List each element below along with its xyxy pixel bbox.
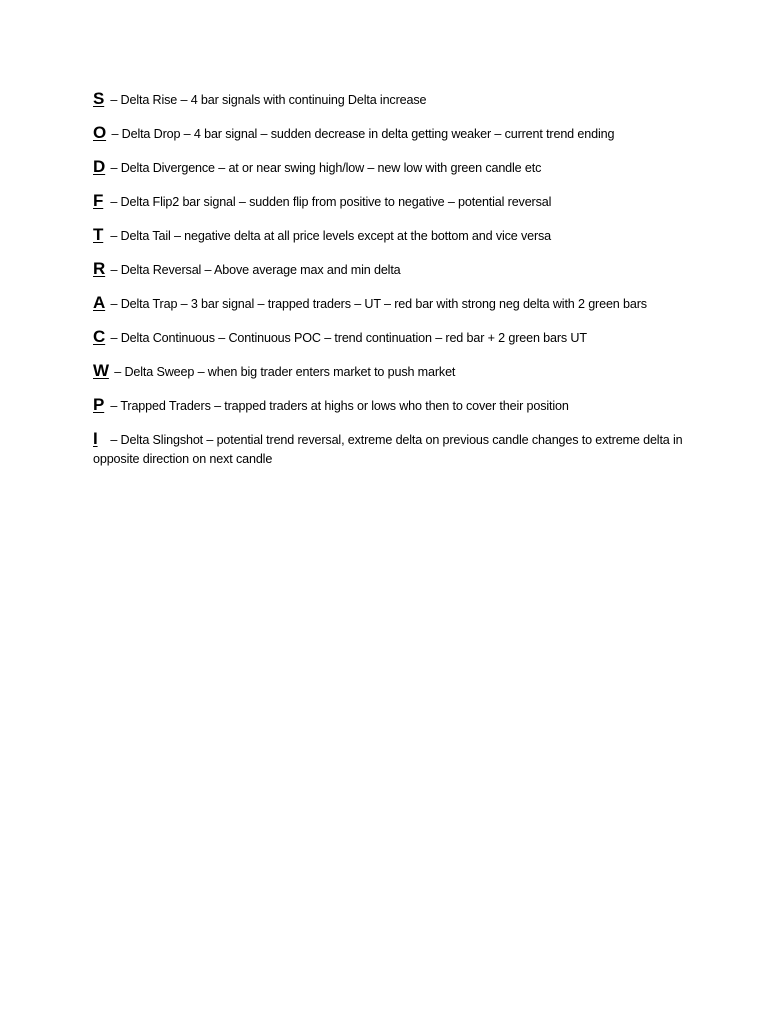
entry-description: – Trapped Traders – trapped traders at highs or lows who then to cover their position (110, 399, 569, 413)
list-item (93, 361, 683, 382)
list-item (93, 225, 683, 246)
list-item (93, 123, 683, 144)
list-item (93, 395, 683, 416)
entry-letter: R (93, 259, 106, 278)
entry-letter: F (93, 191, 104, 210)
entry-letter: P (93, 395, 105, 414)
entry-letter: I (93, 429, 98, 448)
signal-list (93, 89, 683, 482)
entry-description: – Delta Divergence – at or near swing high/low – new low with green candle etc (110, 161, 542, 175)
entry-letter: S (93, 89, 105, 108)
list-item (93, 89, 683, 110)
entry-description: – Delta Reversal – Above average max and min delta (110, 263, 401, 277)
entry-letter: T (93, 225, 104, 244)
list-item (93, 327, 683, 348)
entry-description: – Delta Tail – negative delta at all price levels except at the bottom and vice versa (110, 229, 552, 243)
entry-letter: D (93, 157, 106, 176)
entry-description: – Delta Rise – 4 bar signals with continuing Delta increase (110, 93, 427, 107)
entry-description: – Delta Flip2 bar signal – sudden flip from positive to negative – potential reversal (110, 195, 552, 209)
list-item (93, 293, 683, 314)
entry-description: – Delta Trap – 3 bar signal – trapped traders – UT – red bar with strong neg delta with 2 green bars (110, 297, 647, 311)
list-item (93, 259, 683, 280)
entry-description: – Delta Sweep – when big trader enters market to push market (114, 365, 456, 379)
entry-letter: O (93, 123, 107, 142)
entry-description: – Delta Drop – 4 bar signal – sudden decrease in delta getting weaker – current trend ending (111, 127, 615, 141)
entry-letter: C (93, 327, 106, 346)
entry-letter: W (93, 361, 109, 380)
list-item (93, 429, 683, 469)
entry-description: – Delta Slingshot – potential trend reversal, extreme delta on previous candle changes to extreme delta in opposite direction on next candle (93, 433, 683, 466)
entry-letter: A (93, 293, 106, 312)
entry-description: – Delta Continuous – Continuous POC – trend continuation – red bar + 2 green bars UT (110, 331, 587, 345)
list-item (93, 157, 683, 178)
list-item (93, 191, 683, 212)
